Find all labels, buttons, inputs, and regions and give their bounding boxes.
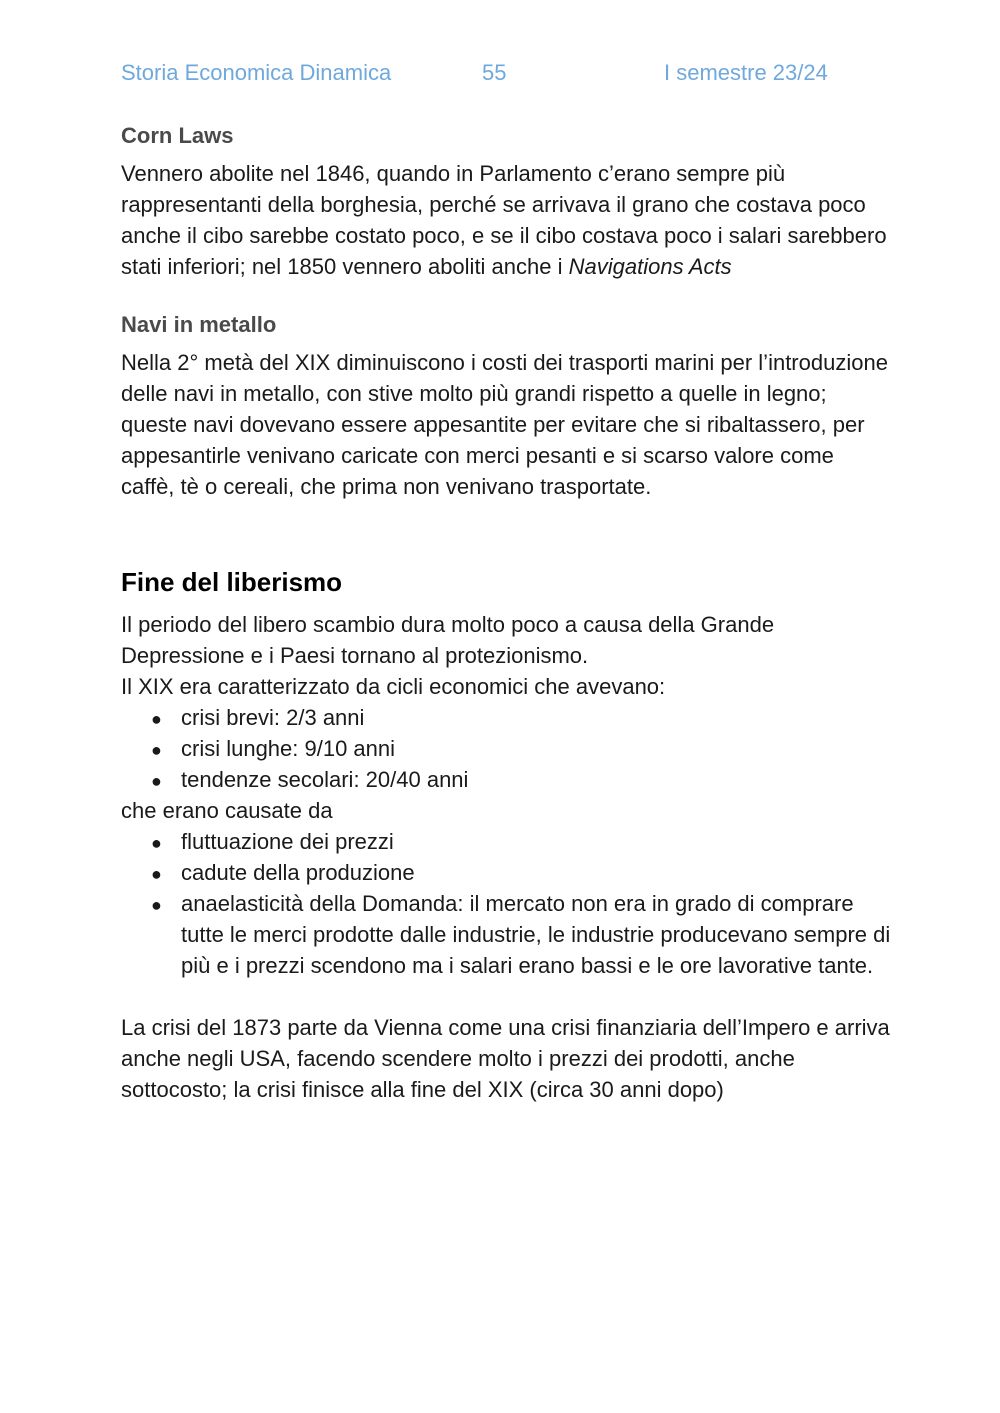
paragraph-liberismo-intro: Il periodo del libero scambio dura molto poco a causa della Grande Depressione e i Paesi tornano al protezionismo. [121,612,775,668]
list-item [121,733,891,764]
navigations-acts-italic: Navigations Acts [568,254,732,279]
page-header [0,60,1000,90]
document-title: Storia Economica Dinamica [121,60,392,85]
paragraph-cycles-intro: Il XIX era caratterizzato da cicli economici che avevano: [121,674,666,699]
list-item [121,702,891,733]
bullet-icon [151,733,171,766]
bullet-icon [151,702,171,735]
list-item [121,888,891,981]
list-item-text: anaelasticità della Domanda: il mercato non era in grado di comprare tutte le merci prodotte dalle industrie, le industrie producevano sempre di più e i prezzi scendono ma i salari erano bassi e le ore lavorative tante. [181,891,891,978]
bullet-icon [151,857,171,890]
page-content [121,120,891,1105]
bullet-icon [151,888,171,921]
list-item-text: cadute della produzione [181,860,415,885]
causes-list [121,826,891,981]
cycles-list [121,702,891,795]
list-item-text: fluttuazione dei prezzi [181,829,394,854]
list-item-text: crisi brevi: 2/3 anni [181,705,365,730]
list-item [121,826,891,857]
list-item [121,857,891,888]
heading-navi-metallo: Navi in metallo [121,312,277,337]
semester-label: I semestre 23/24 [664,60,828,85]
paragraph-crisi-1873: La crisi del 1873 parte da Vienna come una crisi finanziaria dell’Impero e arriva anche negli USA, facendo scendere molto i prezzi dei prodotti, anche sottocosto; la crisi finisce alla fine del XIX (circa 30 anni dopo) [121,1015,890,1102]
paragraph-navi-metallo: Nella 2° metà del XIX diminuiscono i costi dei trasporti marini per l’introduzione delle navi in metallo, con stive molto più grandi rispetto a quelle in legno; queste navi dovevano essere appesantite per evitare che si ribaltassero, per appesantirle venivano caricate con merci pesanti e si scarso valore come caffè, tè o cereali, che prima non venivano trasportate. [121,350,888,499]
list-item-text: tendenze secolari: 20/40 anni [181,767,469,792]
list-item [121,764,891,795]
heading-corn-laws: Corn Laws [121,123,234,148]
bullet-icon [151,764,171,797]
heading-fine-liberismo: Fine del liberismo [121,567,343,597]
paragraph-corn-laws [121,158,891,282]
page-number: 55 [482,60,507,85]
paragraph-causes-intro: che erano causate da [121,798,333,823]
bullet-icon [151,826,171,859]
list-item-text: crisi lunghe: 9/10 anni [181,736,396,761]
corn-laws-text: Vennero abolite nel 1846, quando in Parlamento c’erano sempre più rappresentanti della borghesia, perché se arrivava il grano che costava poco anche il cibo sarebbe costato poco, e se il cibo costava poco i salari sarebbero stati inferiori; nel 1850 vennero aboliti anche i [121,161,887,279]
